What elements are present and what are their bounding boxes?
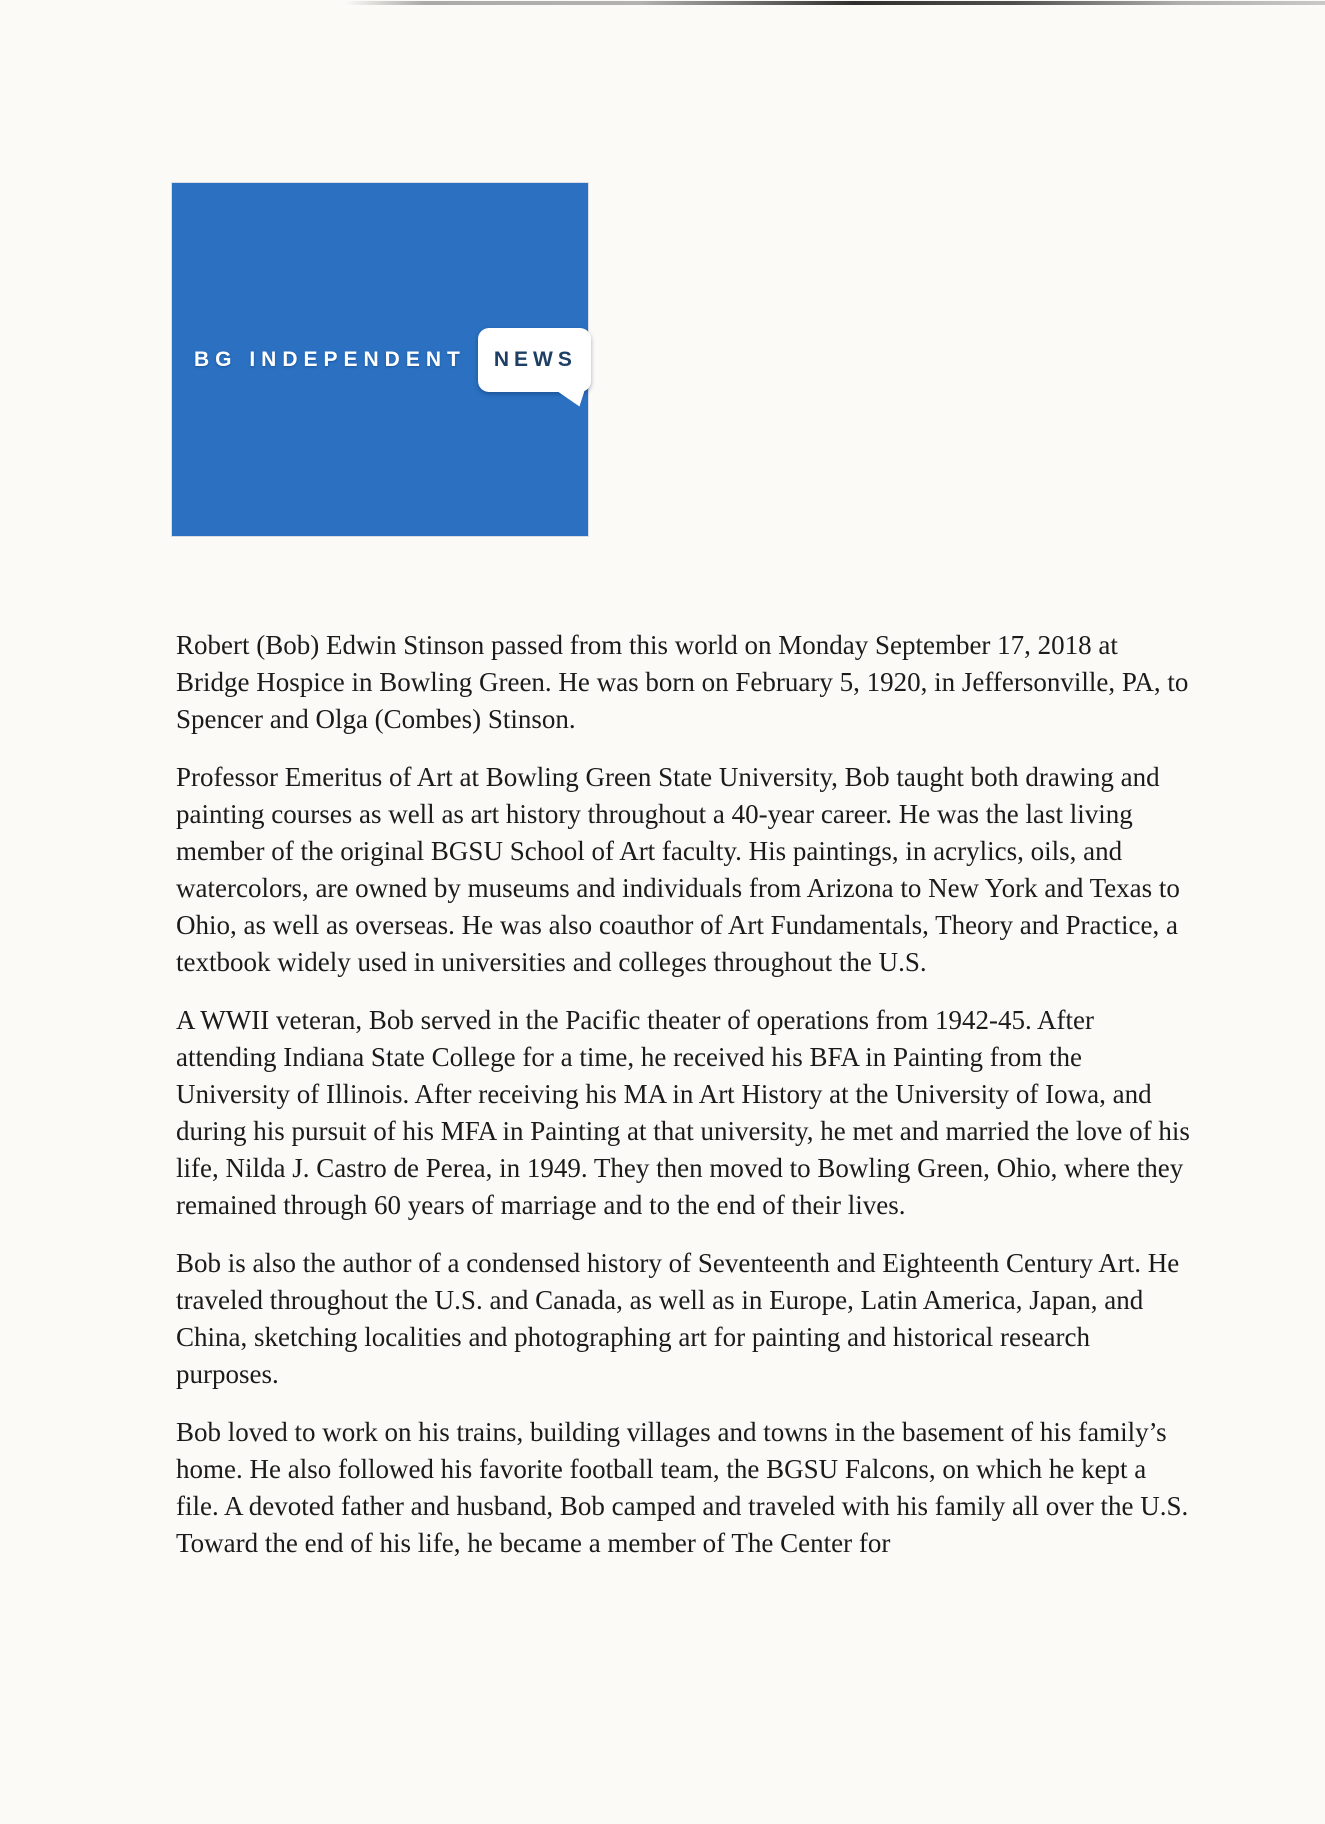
obituary-paragraph-4: Bob is also the author of a condensed history of Seventeenth and Eighteenth Century Art. He traveled throughout the U.S. and Canada, as well as in Europe, Latin America, Japan, and China, sketching localities and photographing art for painting and historical research purposes. [176,1248,1180,1389]
obituary-paragraph-1: Robert (Bob) Edwin Stinson passed from this world on Monday September 17, 2018 at Bridge Hospice in Bowling Green. He was born on February 5, 1920, in Jeffersonville, PA, to Spencer and Olga (Combes) Stinson. [176,630,1189,734]
obituary-text [176,627,1190,1583]
speech-bubble-tail [555,390,585,407]
logo-brand-text: BG INDEPENDENT [194,347,466,371]
logo-news-label: NEWS [493,347,577,371]
obituary-paragraph-2: Professor Emeritus of Art at Bowling Green State University, Bob taught both drawing and painting courses as well as art history throughout a 40-year career. He was the last living member of the original BGSU School of Art faculty. His paintings, in acrylics, oils, and watercolors, are owned by museums and individuals from Arizona to New York and Texas to Ohio, as well as overseas. He was also coauthor of Art Fundamentals, Theory and Practice, a textbook widely used in universities and colleges throughout the U.S. [176,762,1180,977]
obituary-paragraph-5: Bob loved to work on his trains, building villages and towns in the basement of his family’s home. He also followed his favorite football team, the BGSU Falcons, on which he kept a file. A devoted father and husband, Bob camped and traveled with his family all over the U.S. Toward the end of his life, he became a member of The Center for [176,1417,1189,1558]
obituary-paragraph-3: A WWII veteran, Bob served in the Pacific theater of operations from 1942-45. After attending Indiana State College for a time, he received his BFA in Painting from the University of Illinois. After receiving his MA in Art History at the University of Iowa, and during his pursuit of his MFA in Painting at that university, he met and married the love of his life, Nilda J. Castro de Perea, in 1949. They then moved to Bowling Green, Ohio, where they remained through 60 years of marriage and to the end of their lives. [176,1005,1190,1220]
bg-independent-news-logo [172,183,588,536]
logo-news-badge [478,328,591,392]
scan-artifact-line [345,1,1325,5]
